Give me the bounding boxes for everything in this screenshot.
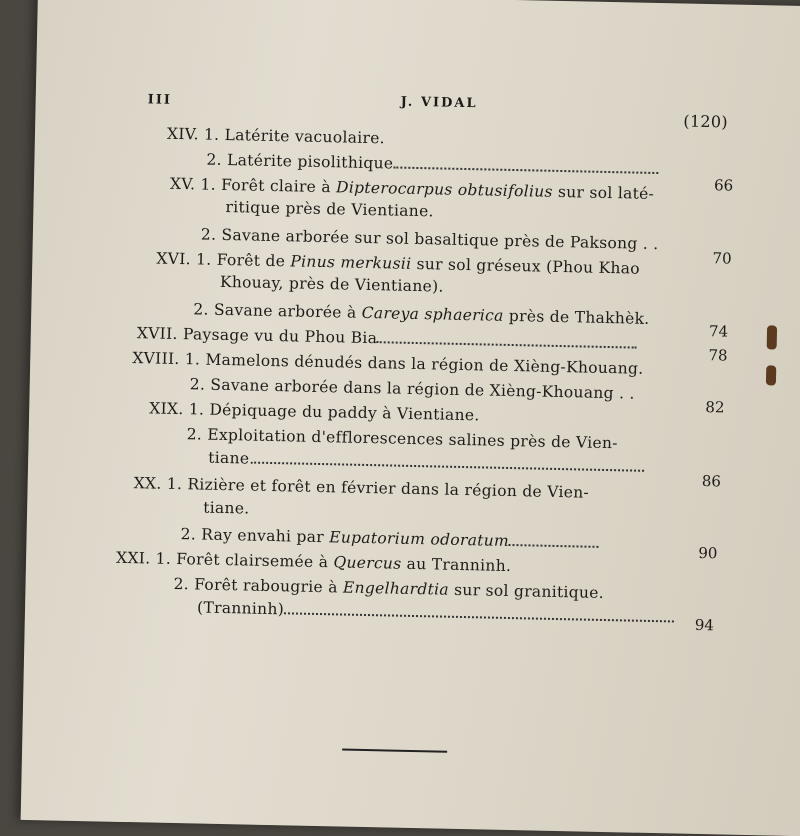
toc-entry-cont: tiane. <box>203 498 250 518</box>
book-page <box>21 0 800 836</box>
header-author: J. VIDAL <box>400 94 478 112</box>
toc-entry: 2. Exploitation d'efflorescences salines près de Vien- <box>186 425 618 453</box>
header-page-number: (120) <box>683 111 729 132</box>
toc-page-number: 90 <box>698 543 718 563</box>
toc-entry: XX. 1. Rizière et forêt en février dans la région de Vien- <box>133 474 590 502</box>
toc-entry: 2. Savane arborée à Careya sphaerica près de Thakhèk. <box>193 300 650 328</box>
toc-entry-cont: tiane. <box>208 449 645 476</box>
toc-entry: 2. Latérite pisolithique <box>206 151 658 178</box>
toc-entry: 2. Ray envahi par Eupatorium odoratum <box>180 525 599 552</box>
toc-entry: 2. Forêt rabougrie à Engelhardtia sur sol granitique. <box>173 574 605 602</box>
toc-entry: 2. Savane arborée dans la région de Xièng-Khouang . . <box>189 375 635 403</box>
toc-page-number: 94 <box>694 615 715 635</box>
toc-page-number: 78 <box>708 346 728 365</box>
toc-entry: XV. 1. Forêt claire à Dipterocarpus obtusifolius sur sol laté- <box>169 174 655 203</box>
toc-page-number: 66 <box>713 176 734 195</box>
toc-entry: XIV. 1. Latérite vacuolaire. <box>166 124 386 148</box>
toc-entry: XVIII. 1. Mamelons dénudés dans la région de Xièng-Khouang. <box>132 349 644 378</box>
toc-entry-cont: (Tranninh) <box>197 598 674 626</box>
toc-entry-cont: ritique près de Vientiane. <box>225 197 434 221</box>
toc-entry: XIX. 1. Dépiquage du paddy à Vientiane. <box>149 399 480 425</box>
toc-page-number: 74 <box>708 322 729 341</box>
page-stain <box>766 365 776 385</box>
toc-entry: 2. Savane arborée sur sol basaltique près de Paksong . . <box>200 225 659 254</box>
toc-page-number: 82 <box>705 398 725 417</box>
page-stain <box>767 325 778 349</box>
closing-rule <box>342 749 447 753</box>
toc-entry: XVI. 1. Forêt de Pinus merkusii sur sol gréseux (Phou Khao <box>156 249 641 278</box>
toc-entry-cont: Khouay, près de Vientiane). <box>219 272 444 296</box>
toc-page-number: 70 <box>712 249 732 268</box>
toc-page-number: 86 <box>701 472 722 491</box>
header-page-ref: III <box>147 92 173 108</box>
toc-entry: XXI. 1. Forêt clairsemée à Quercus au Tranninh. <box>115 548 512 576</box>
toc-entry: XVII. Paysage vu du Phou Bia <box>137 324 638 352</box>
